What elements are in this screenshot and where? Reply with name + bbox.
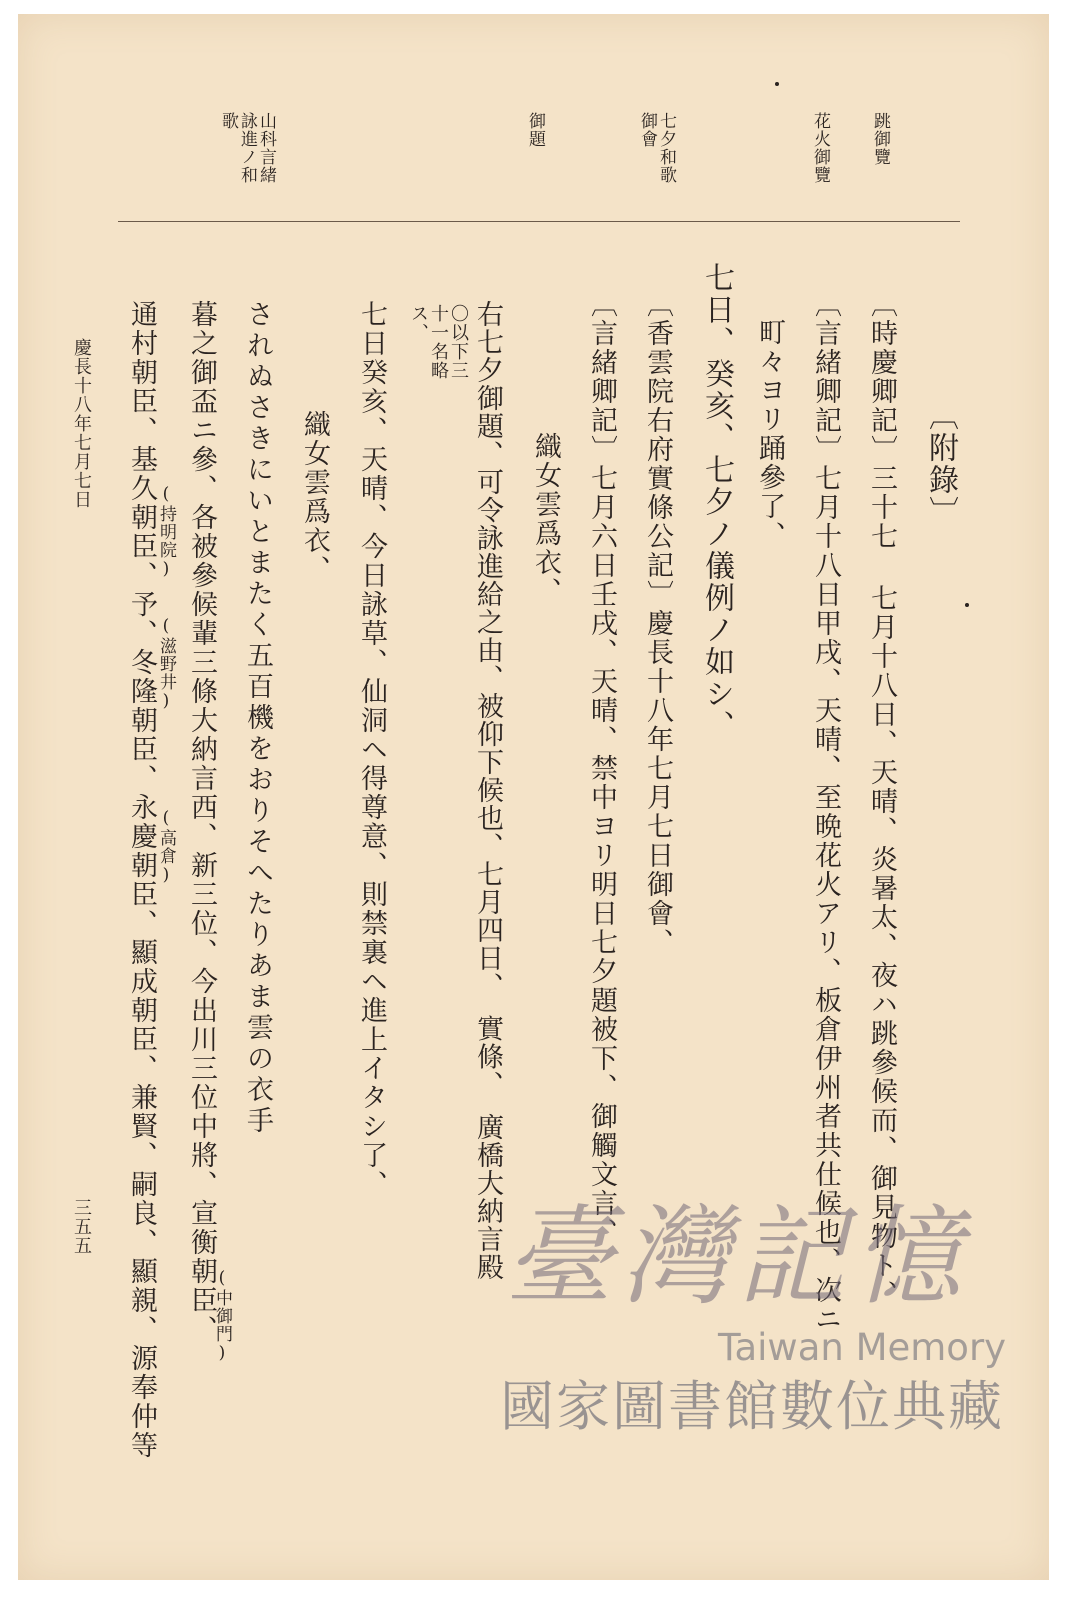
watermark-english: Taiwan Memory xyxy=(718,1326,1007,1369)
text-line-note: 〇以下三十一名略ス、 xyxy=(408,304,469,380)
headnote-yamashina: 山科言緒 詠進ノ和 歌 xyxy=(218,112,276,184)
page-number: 三五五 xyxy=(71,1198,92,1255)
annotation-shigenoi: (滋野井) xyxy=(156,616,176,712)
text-line: 暮之御盃ニ參、各被參候輩三條大納言西、新三位、今出川三位中將、宣衡朝臣、 xyxy=(186,300,217,1344)
margin-dot xyxy=(775,82,779,86)
text-line: 七日癸亥、天晴、今日詠草、仙洞ヘ得尊意、則禁裏ヘ進上イタシ了、 xyxy=(356,300,387,1199)
annotation-nakamikado: (中御門) xyxy=(212,1268,232,1364)
running-title: 慶長十八年七月七日 xyxy=(71,338,92,509)
watermark-subtitle: 國家圖書館數位典藏 xyxy=(500,1375,1004,1438)
annotation-jimyoin: (持明院) xyxy=(156,484,176,580)
text-line: 〔言緒卿記〕七月十八日甲戌、天晴、至晩花火アリ、板倉伊州者共仕候也、次ニ xyxy=(810,290,841,1334)
annotation-takakura: (高倉) xyxy=(156,808,176,886)
headnote-odai: 御題 xyxy=(525,112,545,148)
waka-poem: されぬさきにいとまたく五百機をおりそへたりあま雲の衣手 xyxy=(242,300,273,1137)
text-line: 〔附錄〕 xyxy=(923,400,958,528)
text-line: 七日、癸亥、七夕ノ儀例ノ如シ、 xyxy=(699,262,734,742)
headnote-tanabata: 七夕和歌 御會 xyxy=(637,112,676,184)
text-line: 〔言緒卿記〕七月六日壬戌、天晴、禁中ヨリ明日七夕題被下、御觸文言、 xyxy=(586,290,617,1247)
text-line: 通村朝臣、基久朝臣、予、冬隆朝臣、永慶朝臣、顯成朝臣、兼賢、嗣良、顯親、源奉仲等 xyxy=(126,300,157,1460)
margin-dot xyxy=(965,603,969,607)
text-line: 織女雲爲衣、 xyxy=(530,432,561,606)
text-line: 〔香雲院右府實條公記〕慶長十八年七月七日御會、 xyxy=(642,290,673,957)
header-rule xyxy=(118,221,960,222)
text-line: 町々ヨリ踊參了、 xyxy=(754,318,785,550)
text-line: 織女雲爲衣、 xyxy=(299,410,330,584)
watermark-title: 臺灣記憶 xyxy=(505,1195,970,1320)
headnote-odori: 跳御覽 xyxy=(870,112,890,166)
text-line: 〔時慶卿記〕三十七 七月十八日、天晴、炎暑太、夜ハ跳參候而、御見物ト、 xyxy=(866,290,897,1309)
headnote-hanabi: 花火御覽 xyxy=(810,112,830,184)
text-line: 右七夕御題、可令詠進給之由、被仰下候也、七月四日、 實條、 廣橋大納言殿 xyxy=(472,300,503,1281)
